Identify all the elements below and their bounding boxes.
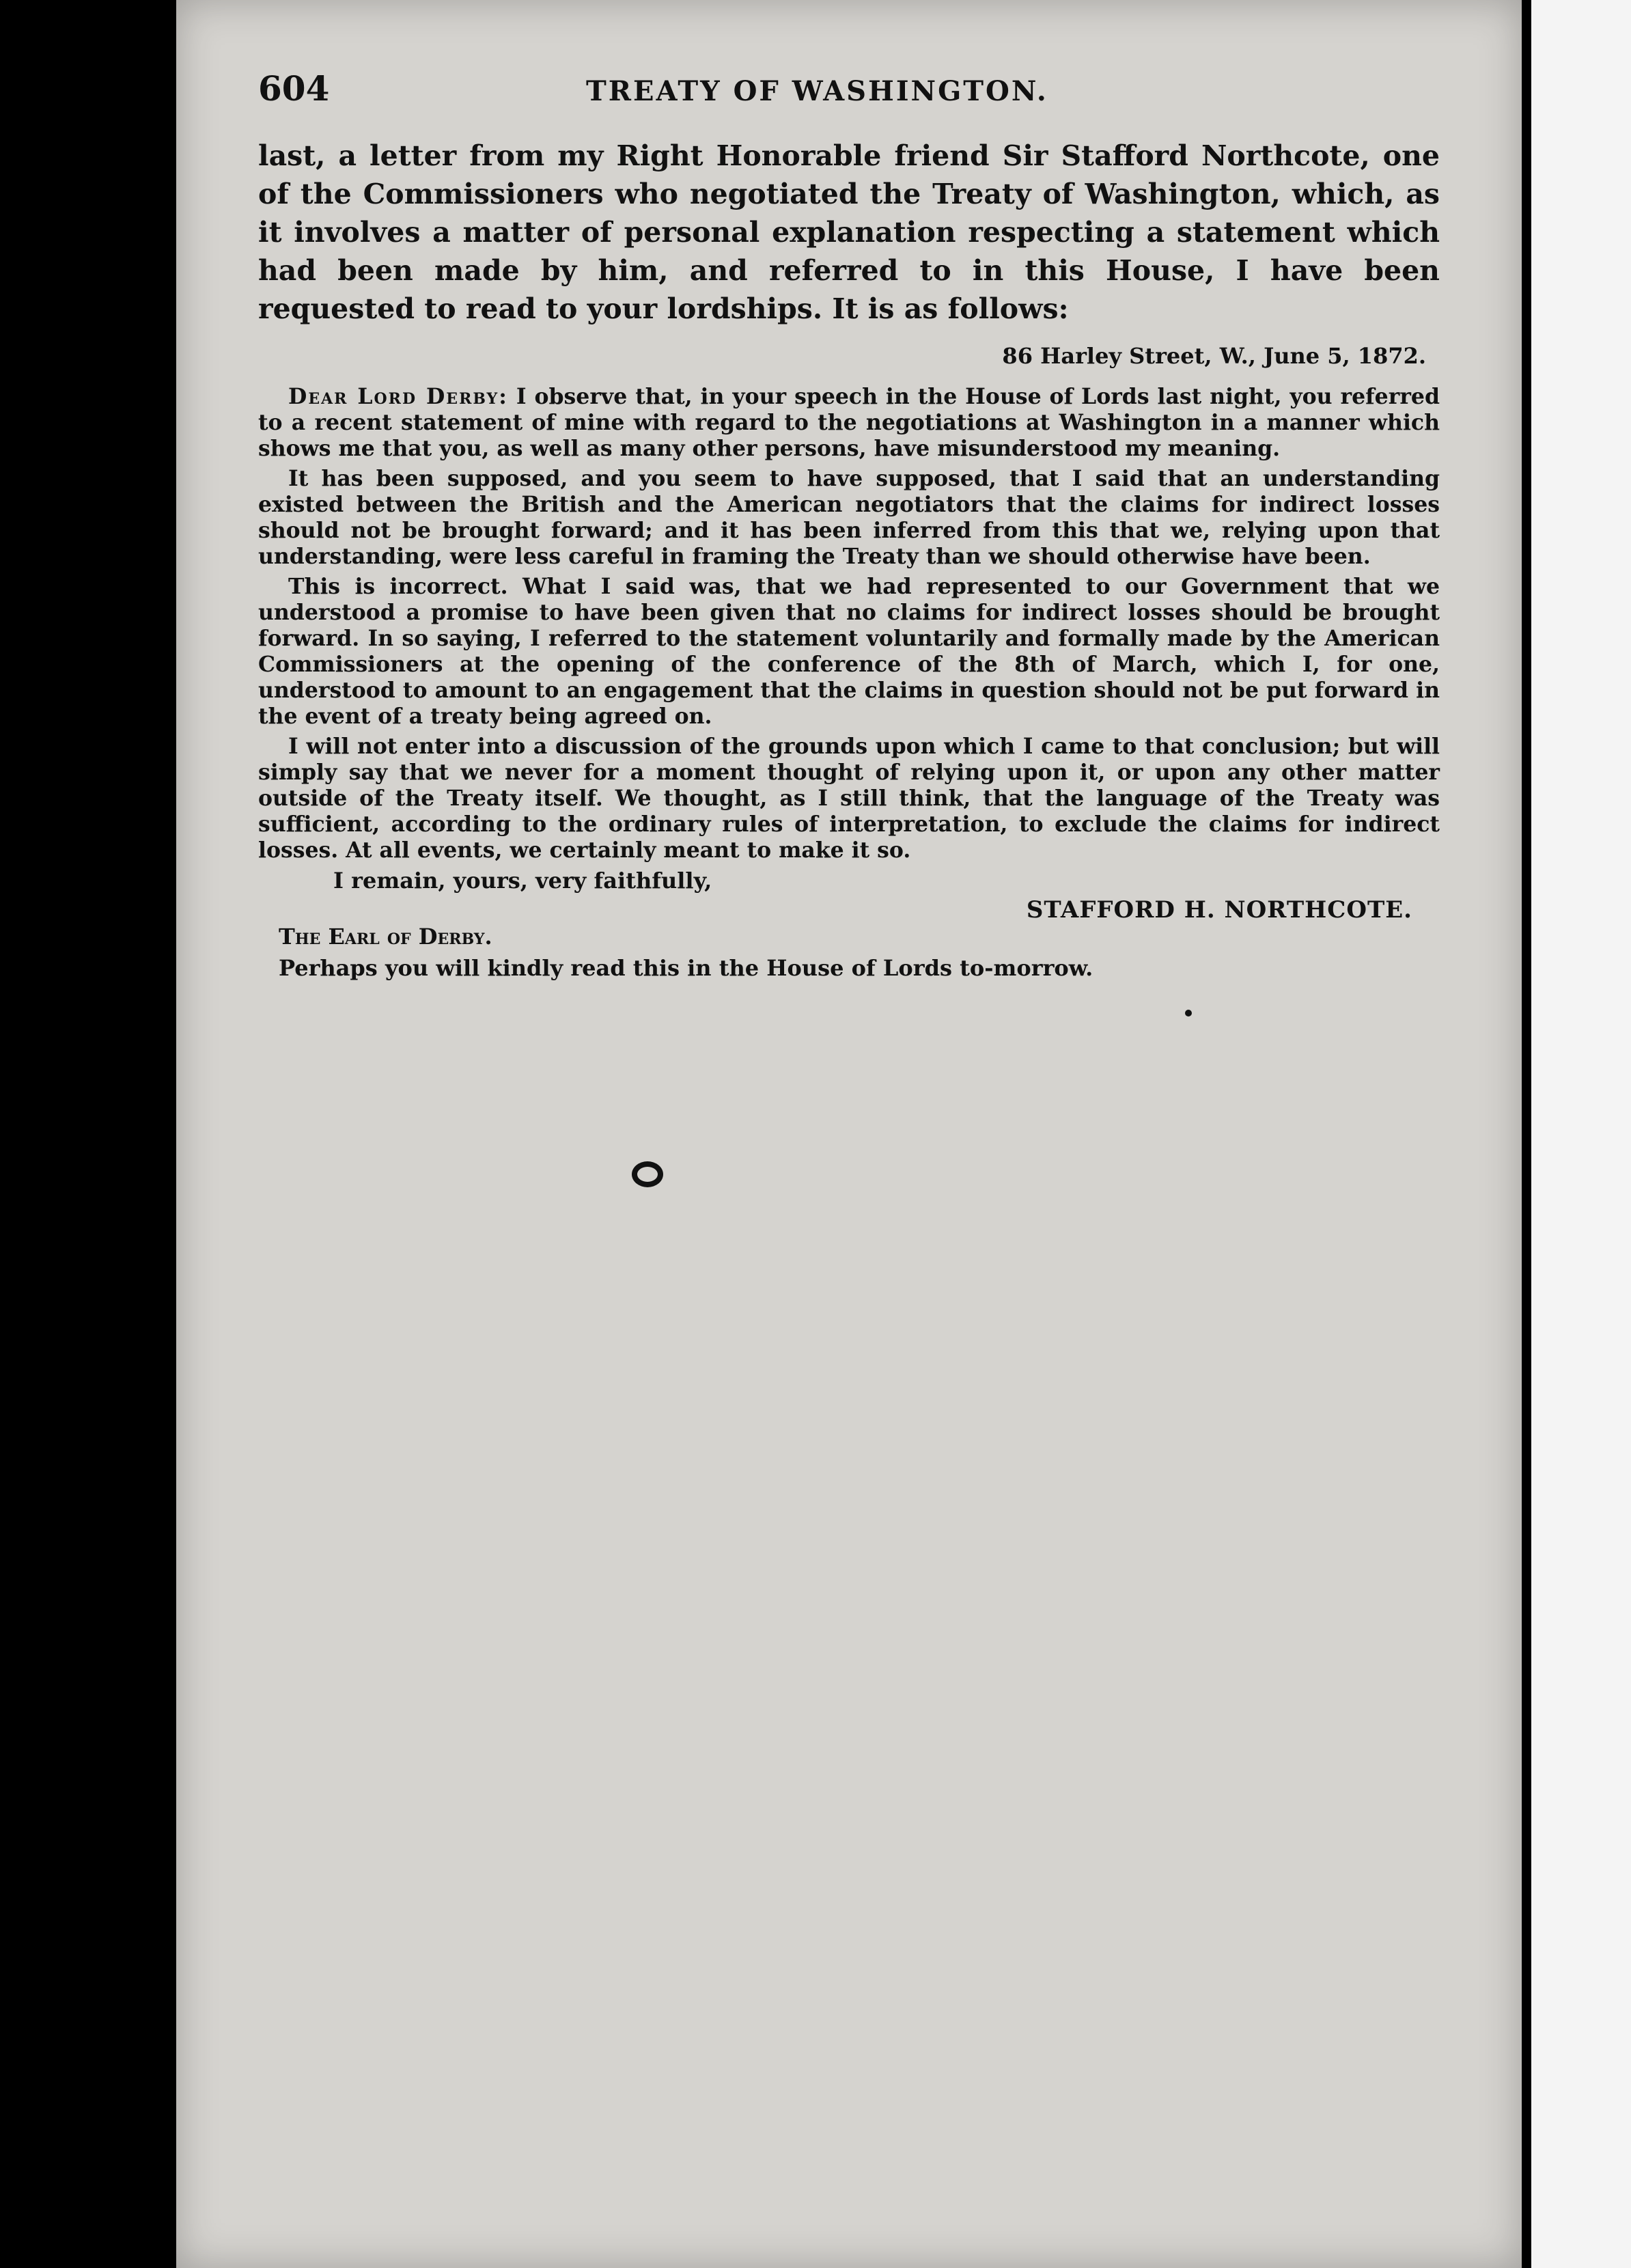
running-title: TREATY OF WASHINGTON. [586,75,1048,107]
letter-postscript: Perhaps you will kindly read this in the House of Lords to-morrow. [279,955,1093,981]
page-number: 604 [258,68,330,109]
ornament-icon [632,1161,663,1187]
letter-body [258,384,1440,863]
letter-addressee: The Earl of Derby. [279,924,492,950]
letter-paragraph: I will not enter into a discussion of the grounds upon which I came to that conclusion; but will simply say that we never for a moment thought of relying upon it, or upon any other matter outside of the Treaty itself. We thought, as I still think, that the language of the Treaty was sufficient, according to the ordinary rules of interpretation, to exclude the claims for indirect losses. At all events, we certainly meant to make it so. [258,734,1440,863]
letter-signature: STAFFORD H. NORTHCOTE. [1026,896,1412,924]
scan-margin [1531,0,1631,2268]
stray-mark [1185,1010,1192,1017]
letter-address: 86 Harley Street, W., June 5, 1872. [1002,343,1426,369]
letter-paragraph: This is incorrect. What I said was, that we had represented to our Government that we understood a promise to have been given that no claims for indirect losses should be brought forward. In so saying, I referred to the statement voluntarily and formally made by the American Commissioners at the opening of the conference of the 8th of March, which I, for one, understood to amount to an engagement that the claims in question should not be put forward in the event of a treaty being agreed on. [258,574,1440,729]
intro-paragraph: last, a letter from my Right Honorable friend Sir Stafford Northcote, one of the Commissioners who negotiated the Treaty of Washington, which, as it involves a matter of personal explanation respecting a statement which had been made by him, and referred to in this House, I have been requested to read to your lordships. It is as follows: [258,139,1440,325]
document-page [176,0,1522,2268]
page-header [258,68,1440,123]
salutation: Dear Lord Derby: [288,384,508,409]
letter-paragraph: It has been supposed, and you seem to have supposed, that I said that an understanding existed between the British and the American negotiators that the claims for indirect losses should not be brought forward; and it has been inferred from this that we, relying upon that understanding, were less careful in framing the Treaty than we should otherwise have been. [258,466,1440,569]
letter-paragraph: Dear Lord Derby: I observe that, in your speech in the House of Lords last night, you referred to a recent statement of mine with regard to the negotiations at Washington in a manner which shows me that you, as well as many other persons, have misunderstood my meaning. [258,384,1440,461]
letter-closing: I remain, yours, very faithfully, [333,868,712,894]
